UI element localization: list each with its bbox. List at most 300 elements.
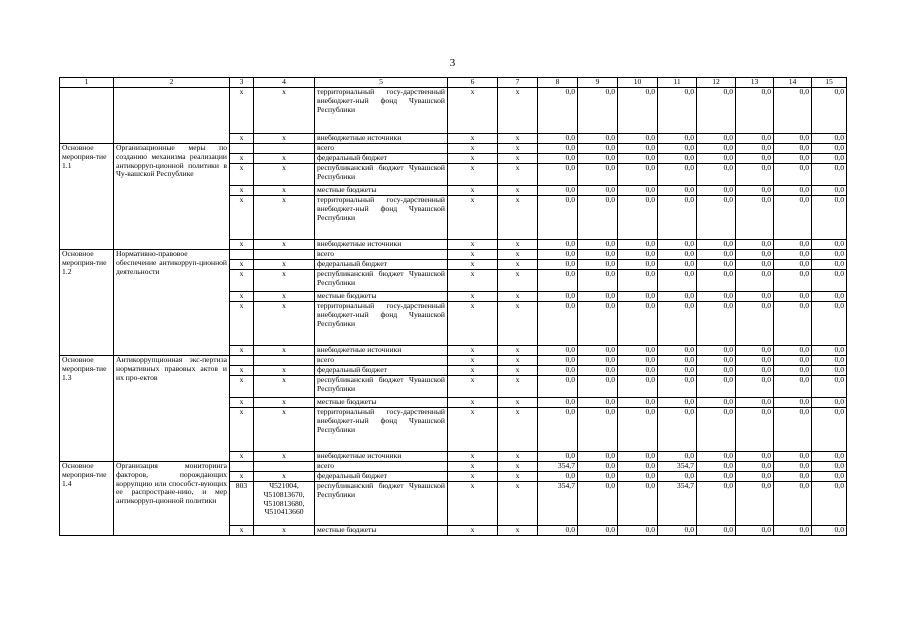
funding-source-cell: местные бюджеты: [315, 526, 448, 536]
activity-name-cell: Основное мероприя-тие 1.3: [60, 356, 114, 462]
value-cell: 0,0: [658, 164, 697, 186]
header-cell: 8: [538, 78, 578, 88]
code-cell: x: [230, 366, 254, 376]
value-cell: 0,0: [618, 302, 658, 346]
funding-source-cell: федеральный бюджет: [315, 260, 448, 270]
value-cell: 0,0: [538, 346, 578, 356]
value-cell: 0,0: [538, 260, 578, 270]
marker-cell: x: [498, 164, 538, 186]
value-cell: 0,0: [697, 356, 736, 366]
value-cell: 0,0: [736, 154, 774, 164]
value-cell: 0,0: [697, 196, 736, 240]
value-cell: 0,0: [578, 346, 618, 356]
value-cell: 0,0: [812, 154, 847, 164]
value-cell: 0,0: [736, 472, 774, 482]
value-cell: 354,7: [538, 482, 578, 526]
value-cell: 0,0: [736, 408, 774, 452]
funding-source-cell: республиканский бюджет Чувашской Республики: [315, 270, 448, 292]
value-cell: 0,0: [774, 482, 812, 526]
code-cell: x: [230, 154, 254, 164]
value-cell: 0,0: [697, 144, 736, 154]
code-cell: x: [230, 452, 254, 462]
value-cell: 0,0: [736, 526, 774, 536]
value-cell: 0,0: [578, 88, 618, 134]
budget-table: [59, 77, 847, 536]
value-cell: 0,0: [774, 462, 812, 472]
code-cell: [230, 462, 254, 472]
header-cell: 13: [736, 78, 774, 88]
value-cell: 0,0: [658, 398, 697, 408]
classifier-cell: x: [254, 526, 315, 536]
table-row: [60, 88, 847, 134]
value-cell: 0,0: [697, 366, 736, 376]
value-cell: 0,0: [538, 366, 578, 376]
value-cell: 0,0: [736, 134, 774, 144]
value-cell: 0,0: [618, 346, 658, 356]
value-cell: 0,0: [578, 186, 618, 196]
value-cell: 0,0: [697, 462, 736, 472]
marker-cell: x: [498, 144, 538, 154]
value-cell: 0,0: [618, 88, 658, 134]
classifier-cell: x: [254, 452, 315, 462]
value-cell: 0,0: [538, 270, 578, 292]
marker-cell: x: [498, 398, 538, 408]
header-cell: 5: [315, 78, 448, 88]
value-cell: 0,0: [578, 270, 618, 292]
code-cell: x: [230, 88, 254, 134]
value-cell: 0,0: [812, 270, 847, 292]
classifier-cell: x: [254, 366, 315, 376]
marker-cell: x: [498, 302, 538, 346]
value-cell: 0,0: [658, 134, 697, 144]
value-cell: 354,7: [658, 462, 697, 472]
value-cell: 0,0: [578, 260, 618, 270]
code-cell: x: [230, 292, 254, 302]
classifier-cell: [254, 356, 315, 366]
value-cell: 0,0: [658, 196, 697, 240]
value-cell: 0,0: [578, 398, 618, 408]
code-cell: 803: [230, 482, 254, 526]
marker-cell: x: [498, 376, 538, 398]
value-cell: 0,0: [538, 302, 578, 346]
value-cell: 0,0: [618, 482, 658, 526]
code-cell: x: [230, 260, 254, 270]
value-cell: 0,0: [697, 346, 736, 356]
value-cell: 0,0: [774, 164, 812, 186]
marker-cell: x: [498, 186, 538, 196]
marker-cell: x: [498, 154, 538, 164]
value-cell: 0,0: [697, 260, 736, 270]
header-cell: 4: [254, 78, 315, 88]
value-cell: 0,0: [812, 302, 847, 346]
value-cell: 0,0: [658, 526, 697, 536]
value-cell: 0,0: [618, 366, 658, 376]
value-cell: 0,0: [618, 240, 658, 250]
value-cell: 0,0: [774, 408, 812, 452]
value-cell: 0,0: [697, 472, 736, 482]
value-cell: 0,0: [812, 366, 847, 376]
activity-description-cell: Нормативно-правовое обеспечение антикорруп-ционной деятельности: [114, 250, 230, 356]
value-cell: 0,0: [697, 452, 736, 462]
funding-source-cell: местные бюджеты: [315, 398, 448, 408]
funding-source-cell: всего: [315, 462, 448, 472]
classifier-cell: x: [254, 472, 315, 482]
classifier-cell: x: [254, 154, 315, 164]
value-cell: 0,0: [697, 250, 736, 260]
header-cell: 14: [774, 78, 812, 88]
value-cell: 0,0: [774, 472, 812, 482]
funding-source-cell: внебюджетные источники: [315, 346, 448, 356]
value-cell: 0,0: [774, 398, 812, 408]
value-cell: 0,0: [812, 526, 847, 536]
value-cell: 0,0: [697, 376, 736, 398]
value-cell: 0,0: [697, 526, 736, 536]
value-cell: 0,0: [618, 164, 658, 186]
value-cell: 0,0: [538, 356, 578, 366]
funding-source-cell: федеральный бюджет: [315, 472, 448, 482]
value-cell: 0,0: [538, 134, 578, 144]
value-cell: 0,0: [736, 366, 774, 376]
value-cell: 0,0: [697, 240, 736, 250]
header-cell: 15: [812, 78, 847, 88]
value-cell: 0,0: [774, 346, 812, 356]
value-cell: 0,0: [812, 376, 847, 398]
value-cell: 0,0: [658, 302, 697, 346]
classifier-cell: x: [254, 376, 315, 398]
marker-cell: x: [448, 270, 498, 292]
value-cell: 0,0: [812, 240, 847, 250]
code-cell: x: [230, 526, 254, 536]
value-cell: 0,0: [658, 356, 697, 366]
code-cell: [230, 356, 254, 366]
value-cell: 0,0: [736, 462, 774, 472]
header-cell: 2: [114, 78, 230, 88]
funding-source-cell: всего: [315, 144, 448, 154]
code-cell: x: [230, 302, 254, 346]
value-cell: 0,0: [774, 88, 812, 134]
marker-cell: x: [448, 164, 498, 186]
value-cell: 0,0: [812, 482, 847, 526]
value-cell: 0,0: [774, 154, 812, 164]
code-cell: x: [230, 398, 254, 408]
value-cell: 0,0: [736, 292, 774, 302]
marker-cell: x: [498, 88, 538, 134]
header-cell: 1: [60, 78, 114, 88]
header-cell: 7: [498, 78, 538, 88]
value-cell: 0,0: [618, 356, 658, 366]
value-cell: 354,7: [538, 462, 578, 472]
value-cell: 0,0: [658, 88, 697, 134]
value-cell: 0,0: [578, 356, 618, 366]
value-cell: 0,0: [812, 462, 847, 472]
marker-cell: x: [498, 196, 538, 240]
marker-cell: x: [498, 260, 538, 270]
value-cell: 0,0: [578, 452, 618, 462]
marker-cell: x: [448, 196, 498, 240]
value-cell: 0,0: [812, 134, 847, 144]
value-cell: 0,0: [774, 302, 812, 346]
marker-cell: x: [448, 292, 498, 302]
funding-source-cell: федеральный бюджет: [315, 154, 448, 164]
classifier-cell: x: [254, 134, 315, 144]
value-cell: 0,0: [618, 260, 658, 270]
value-cell: 0,0: [538, 88, 578, 134]
table-row: [60, 250, 847, 260]
classifier-cell: x: [254, 260, 315, 270]
header-cell: 11: [658, 78, 697, 88]
marker-cell: x: [498, 270, 538, 292]
value-cell: 0,0: [658, 376, 697, 398]
value-cell: 0,0: [578, 366, 618, 376]
value-cell: 0,0: [774, 240, 812, 250]
value-cell: 0,0: [812, 186, 847, 196]
value-cell: 0,0: [697, 164, 736, 186]
table-row: [60, 144, 847, 154]
value-cell: 0,0: [697, 408, 736, 452]
marker-cell: x: [498, 472, 538, 482]
value-cell: 0,0: [736, 240, 774, 250]
code-cell: x: [230, 186, 254, 196]
funding-source-cell: федеральный бюджет: [315, 366, 448, 376]
header-cell: 9: [578, 78, 618, 88]
value-cell: 0,0: [618, 376, 658, 398]
marker-cell: x: [498, 250, 538, 260]
value-cell: 0,0: [578, 250, 618, 260]
value-cell: 0,0: [578, 154, 618, 164]
funding-source-cell: внебюджетные источники: [315, 240, 448, 250]
marker-cell: x: [498, 292, 538, 302]
activity-description-cell: Организационные меры по созданию механизма реализации антикорруп-ционной политики в Чу-вашской Республике: [114, 144, 230, 250]
classifier-cell: x: [254, 398, 315, 408]
value-cell: 0,0: [736, 376, 774, 398]
value-cell: 0,0: [812, 196, 847, 240]
marker-cell: x: [448, 302, 498, 346]
value-cell: 0,0: [736, 356, 774, 366]
marker-cell: x: [448, 462, 498, 472]
value-cell: 0,0: [538, 526, 578, 536]
value-cell: 0,0: [578, 134, 618, 144]
code-cell: [230, 250, 254, 260]
value-cell: 0,0: [812, 346, 847, 356]
value-cell: 0,0: [658, 186, 697, 196]
value-cell: 0,0: [774, 366, 812, 376]
funding-source-cell: республиканский бюджет Чувашской Республики: [315, 482, 448, 526]
value-cell: 0,0: [658, 144, 697, 154]
page-number: 3: [449, 57, 456, 69]
funding-source-cell: всего: [315, 250, 448, 260]
value-cell: 0,0: [578, 472, 618, 482]
marker-cell: x: [448, 240, 498, 250]
marker-cell: x: [498, 482, 538, 526]
value-cell: 0,0: [578, 196, 618, 240]
marker-cell: x: [498, 366, 538, 376]
activity-name-cell: Основное мероприя-тие 1.4: [60, 462, 114, 536]
classifier-cell: x: [254, 186, 315, 196]
value-cell: 0,0: [578, 526, 618, 536]
classifier-cell: x: [254, 270, 315, 292]
value-cell: 0,0: [578, 376, 618, 398]
value-cell: 0,0: [774, 452, 812, 462]
marker-cell: x: [448, 356, 498, 366]
value-cell: 0,0: [618, 292, 658, 302]
code-cell: x: [230, 164, 254, 186]
classifier-cell: x: [254, 292, 315, 302]
value-cell: 0,0: [578, 482, 618, 526]
value-cell: 0,0: [736, 186, 774, 196]
value-cell: 0,0: [538, 250, 578, 260]
value-cell: 0,0: [538, 452, 578, 462]
marker-cell: x: [498, 462, 538, 472]
code-cell: x: [230, 134, 254, 144]
code-cell: x: [230, 270, 254, 292]
value-cell: 0,0: [697, 88, 736, 134]
value-cell: 0,0: [658, 408, 697, 452]
value-cell: 0,0: [812, 164, 847, 186]
value-cell: 0,0: [538, 154, 578, 164]
value-cell: 0,0: [736, 452, 774, 462]
marker-cell: x: [498, 356, 538, 366]
value-cell: 0,0: [578, 292, 618, 302]
value-cell: 0,0: [812, 250, 847, 260]
value-cell: 0,0: [774, 134, 812, 144]
value-cell: 0,0: [812, 408, 847, 452]
marker-cell: x: [448, 250, 498, 260]
value-cell: 0,0: [658, 260, 697, 270]
classifier-cell: x: [254, 408, 315, 452]
activity-description-cell: Антикоррупционная экс-пертиза нормативных правовых актов и их про-ектов: [114, 356, 230, 462]
header-row: [60, 78, 847, 88]
value-cell: 0,0: [736, 260, 774, 270]
value-cell: 0,0: [538, 186, 578, 196]
classifier-cell: [254, 462, 315, 472]
marker-cell: x: [448, 472, 498, 482]
value-cell: 0,0: [618, 462, 658, 472]
value-cell: 0,0: [812, 472, 847, 482]
value-cell: 0,0: [697, 398, 736, 408]
table-row: [60, 356, 847, 366]
value-cell: 0,0: [538, 408, 578, 452]
value-cell: 0,0: [578, 164, 618, 186]
value-cell: 354,7: [658, 482, 697, 526]
value-cell: 0,0: [658, 270, 697, 292]
value-cell: 0,0: [812, 88, 847, 134]
marker-cell: x: [498, 408, 538, 452]
value-cell: 0,0: [538, 164, 578, 186]
code-cell: x: [230, 376, 254, 398]
table-body: [60, 78, 847, 536]
value-cell: 0,0: [618, 144, 658, 154]
value-cell: 0,0: [736, 164, 774, 186]
value-cell: 0,0: [697, 134, 736, 144]
marker-cell: x: [448, 144, 498, 154]
value-cell: 0,0: [618, 270, 658, 292]
marker-cell: x: [448, 366, 498, 376]
code-cell: x: [230, 346, 254, 356]
code-cell: x: [230, 196, 254, 240]
value-cell: 0,0: [774, 270, 812, 292]
marker-cell: x: [498, 346, 538, 356]
value-cell: 0,0: [658, 154, 697, 164]
value-cell: 0,0: [812, 260, 847, 270]
value-cell: 0,0: [736, 346, 774, 356]
classifier-cell: x: [254, 196, 315, 240]
marker-cell: x: [448, 154, 498, 164]
value-cell: 0,0: [697, 292, 736, 302]
value-cell: 0,0: [736, 144, 774, 154]
marker-cell: x: [448, 346, 498, 356]
marker-cell: x: [448, 376, 498, 398]
classifier-cell: [254, 250, 315, 260]
funding-source-cell: территориальный госу-дарственный внебюджет-ный фонд Чувашской Республики: [315, 196, 448, 240]
value-cell: 0,0: [812, 144, 847, 154]
value-cell: 0,0: [774, 196, 812, 240]
value-cell: 0,0: [736, 196, 774, 240]
activity-name-cell: [60, 88, 114, 144]
marker-cell: x: [448, 186, 498, 196]
value-cell: 0,0: [774, 376, 812, 398]
value-cell: 0,0: [736, 250, 774, 260]
value-cell: 0,0: [697, 302, 736, 346]
value-cell: 0,0: [812, 356, 847, 366]
classifier-cell: x: [254, 164, 315, 186]
value-cell: 0,0: [774, 260, 812, 270]
value-cell: 0,0: [618, 250, 658, 260]
marker-cell: x: [498, 526, 538, 536]
funding-source-cell: республиканский бюджет Чувашской Республики: [315, 376, 448, 398]
value-cell: 0,0: [658, 346, 697, 356]
marker-cell: x: [448, 134, 498, 144]
value-cell: 0,0: [618, 196, 658, 240]
value-cell: 0,0: [774, 292, 812, 302]
value-cell: 0,0: [538, 472, 578, 482]
value-cell: 0,0: [618, 452, 658, 462]
value-cell: 0,0: [697, 482, 736, 526]
value-cell: 0,0: [774, 356, 812, 366]
value-cell: 0,0: [578, 144, 618, 154]
funding-source-cell: внебюджетные источники: [315, 452, 448, 462]
classifier-cell: x: [254, 88, 315, 134]
marker-cell: x: [498, 240, 538, 250]
marker-cell: x: [448, 482, 498, 526]
value-cell: 0,0: [538, 376, 578, 398]
value-cell: 0,0: [618, 472, 658, 482]
classifier-cell: x: [254, 240, 315, 250]
value-cell: 0,0: [578, 462, 618, 472]
value-cell: 0,0: [618, 134, 658, 144]
value-cell: 0,0: [736, 270, 774, 292]
value-cell: 0,0: [618, 526, 658, 536]
activity-description-cell: [114, 88, 230, 144]
value-cell: 0,0: [812, 452, 847, 462]
code-cell: x: [230, 408, 254, 452]
value-cell: 0,0: [578, 408, 618, 452]
value-cell: 0,0: [774, 186, 812, 196]
value-cell: 0,0: [736, 482, 774, 526]
funding-source-cell: местные бюджеты: [315, 186, 448, 196]
value-cell: 0,0: [774, 144, 812, 154]
marker-cell: x: [448, 526, 498, 536]
header-cell: 3: [230, 78, 254, 88]
funding-source-cell: всего: [315, 356, 448, 366]
header-cell: 12: [697, 78, 736, 88]
marker-cell: x: [448, 452, 498, 462]
value-cell: 0,0: [538, 240, 578, 250]
value-cell: 0,0: [812, 292, 847, 302]
value-cell: 0,0: [736, 398, 774, 408]
value-cell: 0,0: [658, 250, 697, 260]
activity-name-cell: Основное мероприя-тие 1.1: [60, 144, 114, 250]
value-cell: 0,0: [736, 302, 774, 346]
